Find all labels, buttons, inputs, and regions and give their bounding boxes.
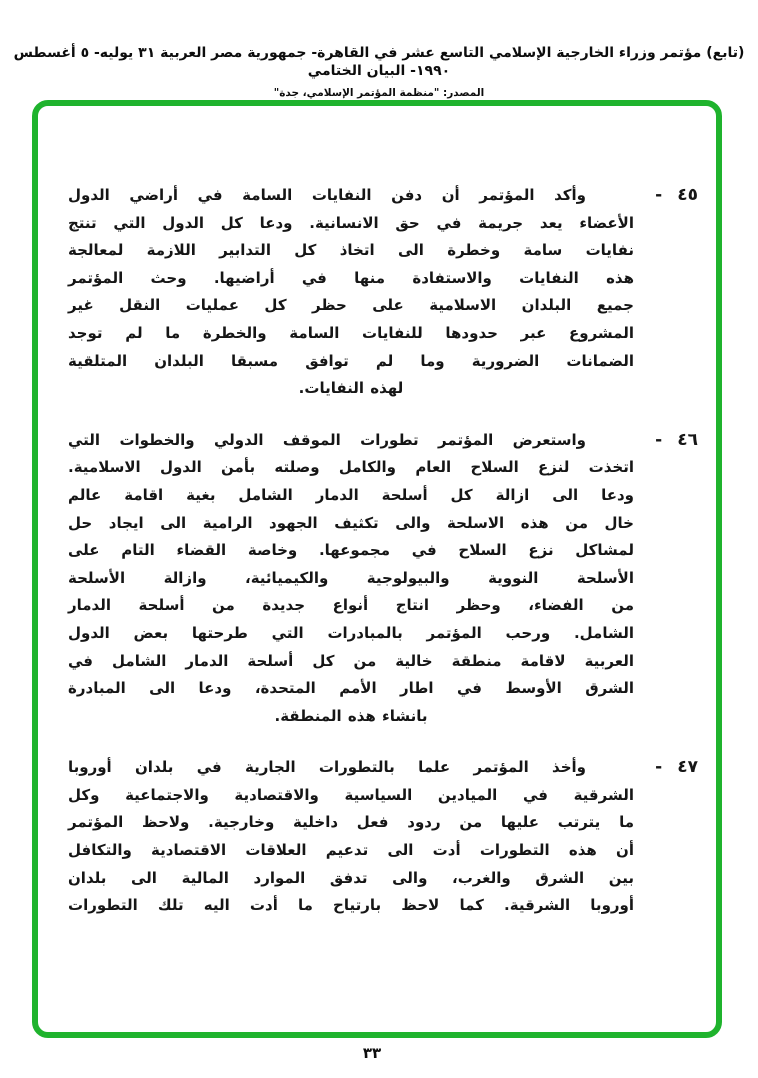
- text-line: نفايات سامة وخطرة الى اتخاذ كل التدابير اللازمة لمعالجة: [68, 241, 634, 260]
- paragraph-number-value: ٤٧: [677, 757, 698, 778]
- text-line: ودعا الى ازالة كل أسلحة الدمار الشامل بغية اقامة عالم: [68, 485, 634, 504]
- text-line: من الفضاء، وحظر انتاج أنواع جديدة من أسلحة الدمار: [68, 596, 634, 615]
- text-line: الضمانات الضرورية وما لم توافق مسبقا البلدان المتلقية: [68, 351, 634, 370]
- paragraph-number-dash: -: [655, 429, 663, 450]
- text-line: المشروع عبر حدودها للنفايات السامة والخطرة ما لم توجد: [68, 323, 634, 342]
- text-line: واستعرض المؤتمر تطورات الموقف الدولي والخطوات التي: [68, 430, 586, 449]
- paragraph-47: [68, 754, 698, 920]
- text-line: وأخذ المؤتمر علما بالتطورات الجارية في بلدان أوروبا: [68, 758, 586, 777]
- text-line: الأعضاء يعد جريمة في حق الانسانية. ودعا كل الدول التي تنتج: [68, 213, 634, 232]
- paragraph-number-dash: -: [655, 757, 663, 778]
- text-line: أوروبا الشرقية. كما لاحظ بارتياح ما أدت اليه تلك التطورات: [68, 896, 634, 915]
- text-line: بانشاء هذه المنطقة.: [274, 706, 428, 725]
- text-line: أن هذه التطورات أدت الى تدعيم العلاقات الاقتصادية والتكافل: [68, 841, 634, 860]
- text-line: هذه النفايات والاستفادة منها في أراضيها. وحث المؤتمر: [68, 268, 634, 287]
- header-title: (تابع) مؤتمر وزراء الخارجية الإسلامي التاسع عشر في القاهرة- جمهورية مصر العربية ٣١ يوليه- ٥ أغسطس ١٩٩٠- البيان الختامي: [13, 45, 745, 79]
- paragraph-46: [68, 427, 698, 731]
- paragraph-number-value: ٤٥: [677, 185, 698, 205]
- text-line: وأكد المؤتمر أن دفن النفايات السامة في أراضي الدول: [68, 186, 586, 204]
- text-line: جميع البلدان الاسلامية على حظر كل عمليات النقل غير: [68, 296, 634, 315]
- paragraph-45-number: [634, 182, 698, 403]
- page-number: ٣٣: [362, 1044, 382, 1062]
- annotation-border-box: [32, 100, 722, 1038]
- paragraph-47-text: [68, 754, 634, 920]
- text-line: اتخذت لنزع السلاح العام والكامل وصلته بأمن الدول الاسلامية.: [68, 458, 634, 477]
- text-line: العربية لاقامة منطقة خالية من كل أسلحة الدمار الشامل في: [68, 651, 634, 670]
- text-line: لمشاكل نزع السلاح في مجموعها. وخاصة القضاء التام على: [68, 541, 634, 560]
- text-line: بين الشرق والغرب، والى تدفق الموارد المالية الى بلدان: [68, 868, 634, 887]
- header-source: المصدر: "منظمة المؤتمر الإسلامي، جدة": [273, 87, 485, 99]
- text-line: ما يترتب عليها من ردود فعل داخلية وخارجية. ولاحظ المؤتمر: [68, 813, 634, 832]
- text-line: خال من هذه الاسلحة والى تكثيف الجهود الرامية الى ايجاد حل: [68, 513, 634, 532]
- paragraph-47-number: [634, 754, 698, 920]
- text-line: الشرقية في الميادين السياسية والاقتصادية والاجتماعية وكل: [68, 785, 634, 804]
- text-line: الشرق الأوسط في اطار الأمم المتحدة، ودعا الى المبادرة: [68, 679, 634, 698]
- paragraph-number-dash: -: [655, 185, 663, 205]
- text-line: الأسلحة النووية والبيولوجية والكيميائية، وازالة الأسلحة: [68, 568, 634, 587]
- paragraph-45-text: [68, 182, 634, 403]
- paragraph-46-number: [634, 427, 698, 731]
- paragraph-46-text: [68, 427, 634, 731]
- paragraph-45: [68, 182, 698, 403]
- text-line: الشامل. ورحب المؤتمر بالمبادرات التي طرحتها بعض الدول: [68, 623, 634, 642]
- paragraph-number-value: ٤٦: [677, 429, 698, 450]
- document-body: [68, 182, 698, 944]
- text-line: لهذه النفايات.: [298, 379, 404, 398]
- document-header: [0, 44, 758, 100]
